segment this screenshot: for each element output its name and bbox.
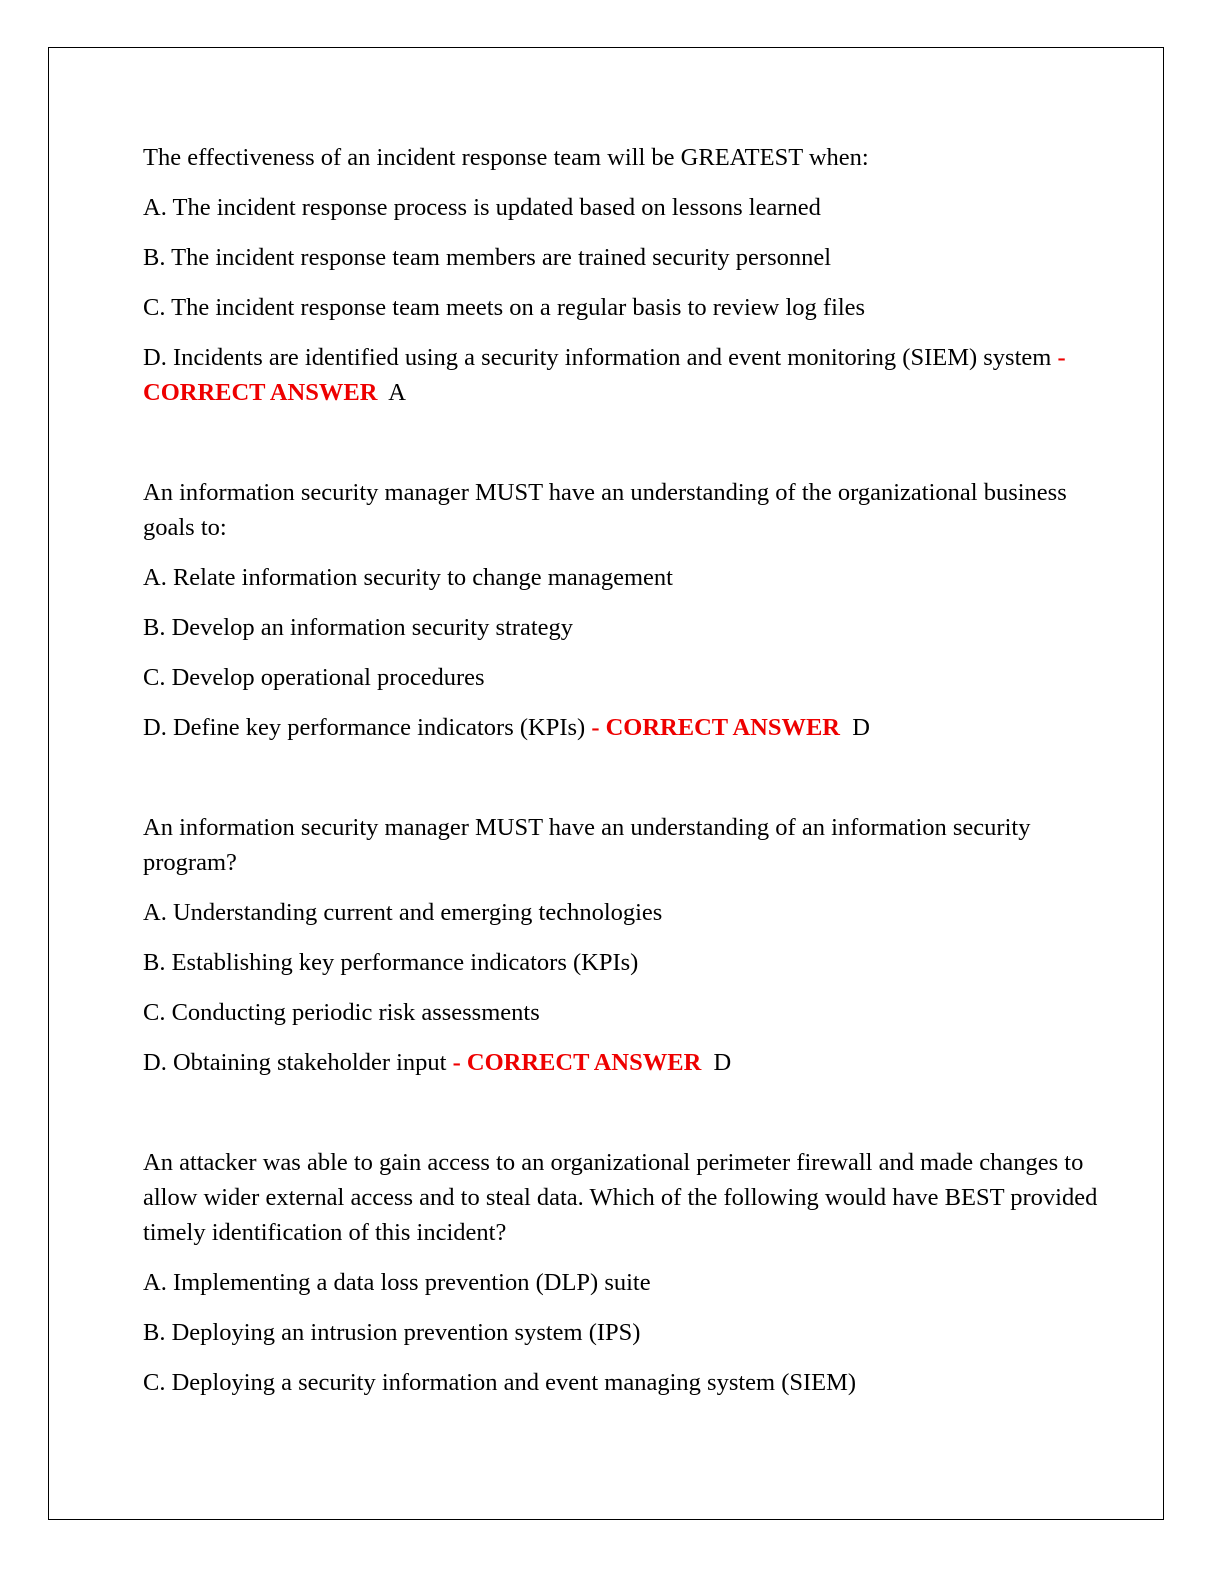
option-b: B. The incident response team members are trained security personnel	[143, 244, 832, 271]
question-text: An information security manager MUST have an understanding of an information security program?	[143, 814, 1031, 876]
option-a: A. Understanding current and emerging technologies	[143, 899, 663, 926]
option-a: A. Implementing a data loss prevention (DLP) suite	[143, 1269, 651, 1296]
document-content	[143, 140, 1103, 1465]
question-4	[143, 1145, 1103, 1400]
option-d-with-answer	[143, 340, 1103, 410]
question-text: An information security manager MUST have an understanding of the organizational business goals to:	[143, 479, 1067, 541]
option-c: C. Conducting periodic risk assessments	[143, 999, 540, 1026]
correct-answer-label: - CORRECT ANSWER	[452, 1049, 702, 1076]
question-text: The effectiveness of an incident response team will be GREATEST when:	[143, 144, 869, 171]
option-b: B. Establishing key performance indicators (KPIs)	[143, 949, 639, 976]
option-d-with-answer	[143, 1045, 1103, 1080]
option-c: C. Develop operational procedures	[143, 664, 485, 691]
correct-answer-value: D	[852, 714, 870, 741]
correct-answer-value: A	[388, 379, 406, 406]
option-b: B. Deploying an intrusion prevention system (IPS)	[143, 1319, 641, 1346]
correct-answer-label: - CORRECT ANSWER	[591, 714, 841, 741]
option-d: D. Incidents are identified using a security information and event monitoring (SIEM) system	[143, 344, 1052, 371]
option-a: A. The incident response process is updated based on lessons learned	[143, 194, 821, 221]
option-b: B. Develop an information security strategy	[143, 614, 573, 641]
correct-answer-label: - CORRECT ANSWER	[143, 344, 1066, 406]
question-2	[143, 475, 1103, 745]
correct-answer-value: D	[713, 1049, 732, 1076]
option-c: C. Deploying a security information and event managing system (SIEM)	[143, 1369, 857, 1396]
question-3	[143, 810, 1103, 1080]
option-d: D. Obtaining stakeholder input	[143, 1049, 447, 1076]
option-a: A. Relate information security to change management	[143, 564, 673, 591]
option-c: C. The incident response team meets on a regular basis to review log files	[143, 294, 866, 321]
option-d-with-answer	[143, 710, 1103, 745]
question-1	[143, 140, 1103, 410]
option-d: D. Define key performance indicators (KPIs)	[143, 714, 586, 741]
question-text: An attacker was able to gain access to an organizational perimeter firewall and made changes to allow wider external access and to steal data. Which of the following would have BEST provided timely identification of this incident?	[143, 1149, 1098, 1246]
